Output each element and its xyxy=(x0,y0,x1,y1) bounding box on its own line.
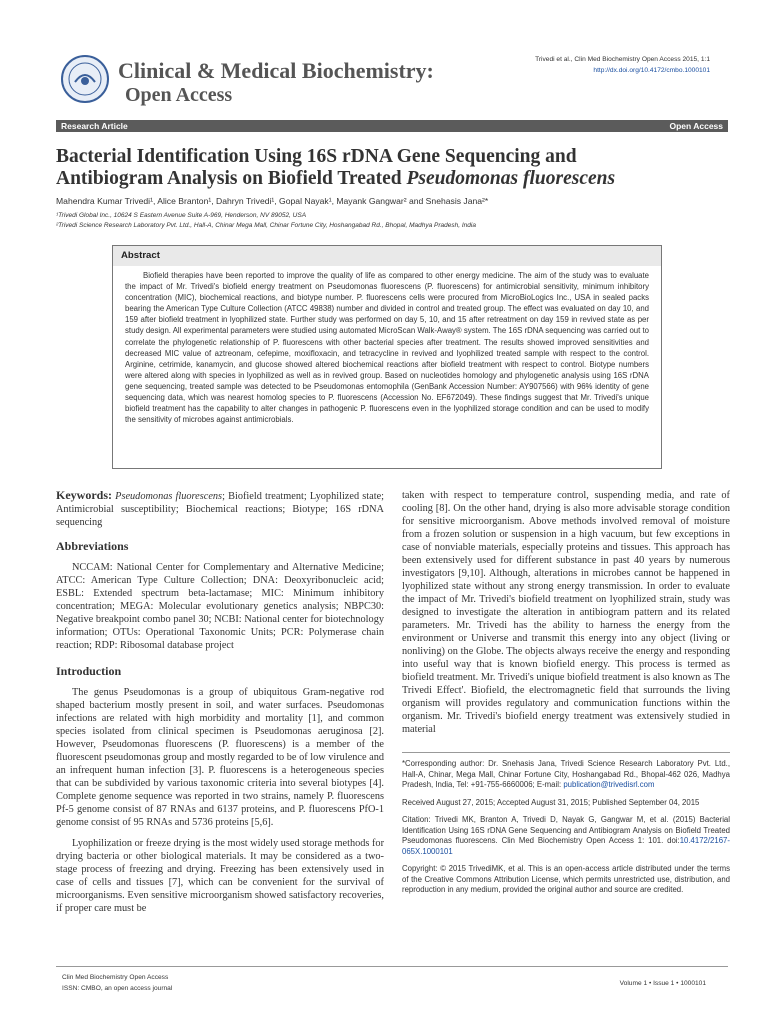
article-type-label: Research Article xyxy=(61,121,128,131)
affiliations xyxy=(56,211,476,231)
footer-volume-info: Volume 1 • Issue 1 • 1000101 xyxy=(619,980,706,987)
affiliation-1: ¹Trivedi Global Inc., 10624 S Eastern Avenue Suite A-969, Henderson, NV 89052, USA xyxy=(56,212,307,219)
citation-doi-link[interactable]: 10.4172/2167-065X.1000101 xyxy=(402,836,730,856)
article-title xyxy=(56,146,736,190)
keywords-italic: Pseudomonas fluorescens xyxy=(115,491,223,502)
received-dates: Received August 27, 2015; Accepted August 31, 2015; Published September 04, 2015 xyxy=(402,797,700,807)
header-doi-link[interactable]: http://dx.doi.org/10.4172/cmbo.1000101 xyxy=(593,67,710,74)
abstract-heading: Abstract xyxy=(113,246,661,266)
correspondence-block xyxy=(402,752,730,903)
footer-divider xyxy=(56,966,728,967)
header-citation xyxy=(535,54,710,76)
header-citation-text: Trivedi et al., Clin Med Biochemistry Open Access 2015, 1:1 xyxy=(535,56,710,63)
left-column xyxy=(56,489,384,915)
abstract-box xyxy=(112,245,662,469)
keywords-label: Keywords: xyxy=(56,488,112,502)
title-line2-plain: Antibiogram Analysis on Biofield Treated xyxy=(56,168,407,189)
abbreviations-heading: Abbreviations xyxy=(56,539,129,553)
author-list: Mahendra Kumar Trivedi¹, Alice Branton¹, Dahryn Trivedi¹, Gopal Nayak¹, Mayank Gangwar² and Snehasis Jana²* xyxy=(56,196,489,206)
journal-logo-icon xyxy=(60,54,110,104)
title-line1: Bacterial Identification Using 16S rDNA Gene Sequencing and xyxy=(56,146,577,167)
right-column xyxy=(402,489,730,736)
abbreviations-text: NCCAM: National Center for Complementary and Alternative Medicine; ATCC: American Type Culture Collection; DNA: Deoxyribonucleic acid; ESBL: Extended spectrum beta-lactamase; MIC: Minimum inhibitory concentration; MEGA: Molecular evolutionary genetics analysis; NBPC30: Negative breakpoint combo panel 30; NCBI: National center for biotechnology information; OTUs: Operational Taxonomic Units; PCR: Polymerase chain reaction; RDP: Ribosomal database project xyxy=(56,562,384,651)
open-access-label: Open Access xyxy=(669,121,723,131)
introduction-heading: Introduction xyxy=(56,664,122,678)
citation-block xyxy=(402,815,730,857)
footer-journal-name: Clin Med Biochemistry Open Access xyxy=(62,974,169,981)
journal-subtitle: Open Access xyxy=(125,84,233,106)
corresponding-email-link[interactable]: publication@trivedisrl.com xyxy=(563,780,655,789)
journal-title: Clinical & Medical Biochemistry: xyxy=(118,58,434,83)
copyright-notice: Copyright: © 2015 TrivediMK, et al. This is an open-access article distributed under the terms of the Creative Commons Attribution License, which permits unrestricted use, distribution, and reproduction in any medium, provided the original author and source are credited. xyxy=(402,864,730,894)
right-column-text: taken with respect to temperature control, suspending media, and rate of cooling [8]. On the other hand, drying is also more advisable storage condition for sensitive microorganism. Above methods involved removal of moisture from a frozen solution or suspension in a high vacuum, but few exceptions in case of nonviable materials, especially proteins and tissues. This approach has been extensively used for different substance in past 40 years by numerous investigators [9,10]. Although, alterations in microbes cannot be happened in lyophilized state without any strong energy transmission. In order to evaluate the impact of Mr. Trivedi's biofield treatment on lyophilized strain, study was designed to investigate the alteration in antibiogram pattern and its related parameters. Mr. Trivedi has the ability to harness the energy from the environment or Universe and transmit this energy into any object (living or nonliving) on the Globe. The objects always receive the energy and responding into useful way that is known biofield energy. This process is termed as biofield treatment. Mr. Trivedi's unique biofield treatment is also known as The Trivedi Effect'. Biofield, the electromagnetic field that surrounds the living organism will provides regulatory and communication functions within the organism. Mr. Trivedi's biofield energy treatment was extensively studied in material xyxy=(402,490,730,735)
affiliation-2: ²Trivedi Science Research Laboratory Pvt. Ltd., Hall-A, Chinar Mega Mall, Chinar Fortune City, Hoshangabad Rd., Bhopal, Madhya Pradesh, India xyxy=(56,222,476,229)
keywords-rest: ; Biofield treatment; Lyophilized state; Antimicrobial susceptibility; Biochemical reactions; Biotype; 16S rDNA sequencing xyxy=(56,491,384,528)
abstract-text: Biofield therapies have been reported to improve the quality of life as compared to other energy medicine. The aim of the study was to evaluate the impact of Mr. Trivedi's biofield energy treatment on Pseudomonas fluorescens (P. fluorescens) for antimicrobial sensitivity, minimum inhibitory concentration (MIC), biochemical reactions, and biotype number. P. fluorescens cells were procured from MicroBioLogics Inc., USA in sealed packs bearing the American Type Culture Collection (ATCC 49838) number and divided in control and treated group. The effect was evaluated on day 10, and 159 after biofield treatment in lyophilized state. Further study was performed on day 5, 10, and 15 after retreatment on day 159 in revived state as per study design. All experimental parameters were studied using automated MicroScan Walk-Away® system. The 16S rDNA sequencing was carried out to correlate the phylogenetic relationship of P. fluorescens with other bacterial species after treatment. The results showed improved sensitivities and decreased MIC value of aztreonam, cefepime, moxifloxacin, and tetracycline in revived and lyophilized treated sample with respect to the control. Arginine, cetrimide, kanamycin, and glucose showed altered biochemical reactions after biofield treatment with respect to control. Biotype numbers were altered along with species in lyophilized as well as in revived group. Based on nucleotides homology and phylogenetic analysis using 16S rDNA gene sequencing, treated sample was detected to be Pseudomonas entomophila (GenBank Accession Number: AY907566) with 96% identity of gene sequencing data, which was nearest homolog species to P. fluorescens (Accession No. EF672049). These findings suggest that Mr. Trivedi's unique biofield treatment has the capability to alter changes in pathogenic P. fluorescens even in the lyophilized storage condition and can be used to modify the sensitivity of microbes against antimicrobials. xyxy=(125,271,649,425)
title-line2-italic: Pseudomonas fluorescens xyxy=(406,168,616,189)
keywords-paragraph xyxy=(56,489,384,529)
article-type-bar xyxy=(56,120,728,132)
corresponding-author-text: *Corresponding author: Dr. Snehasis Jana, Trivedi Science Research Laboratory Pvt. Ltd., Hall-A, Chinar, Mega Mall, Chinar Fortune City, Hoshangabad Rd., Bhopal-462 026, Madhya Pradesh, India, Tel: +91-755-6660006; E-mail: xyxy=(402,759,730,789)
introduction-paragraph-1: The genus Pseudomonas is a group of ubiquitous Gram-negative rod shaped bacterium mostly present in soil, and water surfaces. Pseudomonas infections are related with high morbidity and mortality [1], and common species isolated from clinical specimen is Pseudomonas aeruginosa [2]. However, Pseudomonas fluorescens (P. fluorescens) is a member of the fluorescent pseudomonas group and mostly regarded to be of low virulence and an infrequent human infection [3]. P. fluorescens is a heterogeneous species that can be subdivided by various taxonomic criteria into several biotypes [4]. Complete genome sequence was reported in two strains, namely P. fluorescens Pf-5 genome consist of 87 RNAs and 6137 proteins, and P. fluorescens PfO-1 genome consist of 95 RNAs and 5736 proteins [5,6]. xyxy=(56,687,384,828)
footer-issn: ISSN: CMBO, an open access journal xyxy=(62,985,173,992)
citation-text: Citation: Trivedi MK, Branton A, Trivedi D, Nayak G, Gangwar M, et al. (2015) Bacterial Identification Using 16S rDNA Gene Sequencing and Antibiogram Analysis on Biofield Treated Pseudomonas fluorescens. Clin Med Biochemistry Open Access 1: 101. doi: xyxy=(402,815,730,845)
footer-journal-info xyxy=(62,972,172,994)
introduction-paragraph-2: Lyophilization or freeze drying is the most widely used storage methods for drying bacteria or other biological materials. It may be considered as a two-stage process of freezing and drying. Freezing has been extensively used in case of cells and tissues [7], which can be convenient for the survival of microorganisms. Even sensitive microorganism showed satisfactory recoveries, if proper care must be xyxy=(56,838,384,914)
corresponding-author xyxy=(402,759,730,791)
